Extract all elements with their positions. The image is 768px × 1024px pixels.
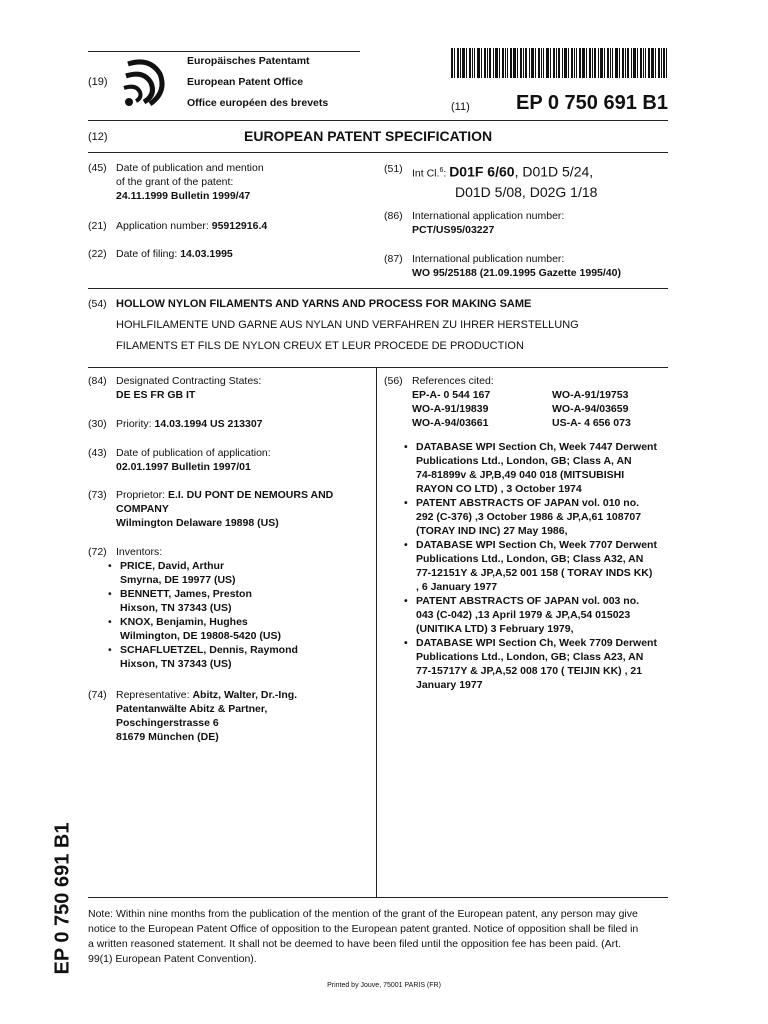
f87-label: International publication number: — [412, 253, 565, 265]
reference-left: EP-A- 0 544 167 — [412, 389, 491, 401]
rule-before-note — [88, 897, 668, 898]
code-19: (19) — [88, 76, 108, 88]
code-45: (45) — [88, 162, 107, 174]
f22-label: Date of filing: — [116, 248, 178, 260]
rule-after-title — [88, 367, 668, 368]
patent-references — [412, 388, 668, 430]
code-51: (51) — [384, 163, 403, 175]
office-name-fr: Office européen des brevets — [187, 97, 329, 109]
inventor-address: Hixson, TN 37343 (US) — [120, 602, 232, 614]
code-54: (54) — [88, 298, 107, 310]
inventor-item — [108, 643, 298, 671]
citation-line: (UNITIKA LTD) 3 February 1979, — [416, 623, 574, 635]
representative-firm: Patentanwälte Abitz & Partner, — [116, 703, 268, 715]
title-german: HOHLFILAMENTE UND GARNE AUS NYLAN UND VERFAHREN ZU IHRER HERSTELLUNG — [116, 319, 579, 331]
citation-list — [400, 440, 668, 692]
code-87: (87) — [384, 253, 403, 265]
code-22: (22) — [88, 248, 107, 260]
citation-line: 043 (C-042) ,13 April 1979 & JP,A,54 015023 — [416, 609, 631, 621]
reference-right: WO-A-91/19753 — [552, 389, 629, 401]
reference-right: US-A- 4 656 073 — [552, 417, 631, 429]
code-12: (12) — [88, 131, 108, 143]
reference-left: WO-A-94/03661 — [412, 417, 489, 429]
application-number-value: 95912916.4 — [211, 220, 268, 232]
epo-logo — [120, 52, 170, 114]
ipc-main-class: D01F 6/60 — [449, 163, 515, 180]
publication-number: EP 0 750 691 B1 — [516, 92, 668, 114]
title-english: HOLLOW NYLON FILAMENTS AND YARNS AND PROCESS FOR MAKING SAME — [116, 298, 532, 310]
grant-date-value: 24.11.1999 Bulletin 1999/47 — [116, 190, 251, 202]
note-line: 99(1) European Patent Convention). — [88, 953, 257, 965]
note-line: a written reasoned statement. It shall not be deemed to have been filed until the opposition fee has been paid. (Art. — [88, 938, 621, 950]
reference-left: WO-A-91/19839 — [412, 403, 489, 415]
code-56: (56) — [384, 375, 403, 387]
citation-line: , 6 January 1977 — [416, 581, 498, 593]
citation-line: • DATABASE WPI Section Ch, Week 7709 Derwent — [416, 637, 657, 649]
proprietor-line2: COMPANY — [116, 503, 169, 515]
inventor-item — [108, 559, 298, 587]
code-74: (74) — [88, 689, 107, 701]
office-name-de: Europäisches Patentamt — [187, 55, 310, 67]
column-divider — [376, 367, 377, 897]
f74-label: Representative: — [116, 689, 190, 701]
citation-line: 74-81899v & JP,B,49 040 018 (MITSUBISHI — [416, 469, 625, 481]
printer-footer: Printed by Jouve, 75001 PARIS (FR) — [327, 982, 441, 989]
f51-label: Int Cl. — [412, 167, 440, 180]
f45-label-line2: of the grant of the patent: — [116, 176, 234, 188]
f30-label: Priority: — [116, 418, 152, 430]
inventor-name: • SCHAFLUETZEL, Dennis, Raymond — [120, 644, 298, 656]
code-72: (72) — [88, 546, 107, 558]
citation-line: • DATABASE WPI Section Ch, Week 7707 Derwent — [416, 539, 657, 551]
f86-label: International application number: — [412, 210, 565, 222]
inventor-list — [104, 559, 298, 671]
citation-line: • DATABASE WPI Section Ch, Week 7447 Derwent — [416, 441, 657, 453]
reference-right: WO-A-94/03659 — [552, 403, 629, 415]
f84-label: Designated Contracting States: — [116, 375, 262, 387]
f51-edition: 6 — [439, 167, 444, 174]
citation-item — [404, 538, 668, 594]
office-name-en: European Patent Office — [187, 76, 304, 88]
representative-name: Abitz, Walter, Dr.-Ing. — [192, 689, 298, 701]
code-84: (84) — [88, 375, 107, 387]
citation-line: 77-15717Y & JP,A,52 008 170 ( TEIJIN KK) , 21 — [416, 665, 643, 677]
representative-city: 81679 München (DE) — [116, 731, 219, 743]
code-73: (73) — [88, 489, 107, 501]
citation-item — [404, 496, 668, 538]
note-line: notice to the European Patent Office of opposition to the European patent granted. Notice of opposition shall be filed in — [88, 923, 639, 935]
intl-publication-number-value: WO 95/25188 (21.09.1995 Gazette 1995/40) — [412, 267, 621, 279]
note-line: Note: Within nine months from the publication of the mention of the grant of the European patent, any person may give — [88, 908, 638, 920]
reference-row — [412, 388, 668, 402]
side-publication-number: EP 0 750 691 B1 — [51, 822, 74, 975]
code-30: (30) — [88, 418, 107, 430]
citation-line: RAYON CO LTD) , 3 October 1974 — [416, 483, 582, 495]
citation-line: 77-12151Y & JP,A,52 001 158 ( TORAY INDS KK) — [416, 567, 653, 579]
reference-row — [412, 402, 668, 416]
inventor-name: • PRICE, David, Arthur — [120, 560, 225, 572]
f73-label: Proprietor: — [116, 489, 166, 501]
rule-after-spec-title — [88, 152, 668, 153]
representative-street: Poschingerstrasse 6 — [116, 717, 219, 729]
intl-application-number-value: PCT/US95/03227 — [412, 224, 495, 236]
inventor-name: • KNOX, Benjamin, Hughes — [120, 616, 248, 628]
f21-label: Application number: — [116, 220, 209, 232]
citation-line: • PATENT ABSTRACTS OF JAPAN vol. 003 no. — [416, 595, 640, 607]
f56-label: References cited: — [412, 375, 494, 387]
citation-line: Publications Ltd., London, GB; Class A32, AN — [416, 553, 644, 565]
ipc-classes-line1: , D01D 5/24, — [514, 163, 594, 180]
spec-title: EUROPEAN PATENT SPECIFICATION — [244, 128, 493, 144]
opposition-note — [88, 907, 678, 967]
inventor-address: Hixson, TN 37343 (US) — [120, 658, 232, 670]
citation-item — [404, 440, 668, 496]
title-french: FILAMENTS ET FILS DE NYLON CREUX ET LEUR PROCEDE DE PRODUCTION — [116, 340, 524, 352]
f45-label-line1: Date of publication and mention — [116, 162, 264, 174]
citation-item — [404, 594, 668, 636]
proprietor-address: Wilmington Delaware 19898 (US) — [116, 517, 279, 529]
citation-line: Publications Ltd., London, GB; Class A, AN — [416, 455, 632, 467]
citation-line: • PATENT ABSTRACTS OF JAPAN vol. 010 no. — [416, 497, 640, 509]
citation-line: January 1977 — [416, 679, 483, 691]
inventor-address: Smyrna, DE 19977 (US) — [120, 574, 236, 586]
inventor-address: Wilmington, DE 19808-5420 (US) — [120, 630, 281, 642]
citation-line: Publications Ltd., London, GB; Class A23, AN — [416, 651, 644, 663]
proprietor-line1: E.I. DU PONT DE NEMOURS AND — [167, 489, 334, 501]
f72-label: Inventors: — [116, 546, 163, 558]
code-86: (86) — [384, 210, 403, 222]
code-11: (11) — [451, 101, 470, 113]
inventor-name: • BENNETT, James, Preston — [120, 588, 252, 600]
inventor-item — [108, 587, 298, 615]
designated-states-value: DE ES FR GB IT — [116, 389, 196, 401]
code-43: (43) — [88, 447, 107, 459]
citation-line: 292 (C-376) ,3 October 1986 & JP,A,61 108707 — [416, 511, 642, 523]
rule-before-title — [88, 288, 668, 289]
application-publication-value: 02.01.1997 Bulletin 1997/01 — [116, 461, 251, 473]
priority-value: 14.03.1994 US 213307 — [154, 418, 263, 430]
citation-item — [404, 636, 668, 692]
code-21: (21) — [88, 220, 107, 232]
rule-after-header — [88, 120, 668, 121]
filing-date-value: 14.03.1995 — [180, 248, 233, 260]
f43-label: Date of publication of application: — [116, 447, 271, 459]
inventor-item — [108, 615, 298, 643]
barcode — [451, 48, 667, 78]
reference-row — [412, 416, 668, 430]
ipc-classes-line2: D01D 5/08, D02G 1/18 — [455, 183, 598, 200]
citation-line: (TORAY IND INC) 27 May 1986, — [416, 525, 568, 537]
